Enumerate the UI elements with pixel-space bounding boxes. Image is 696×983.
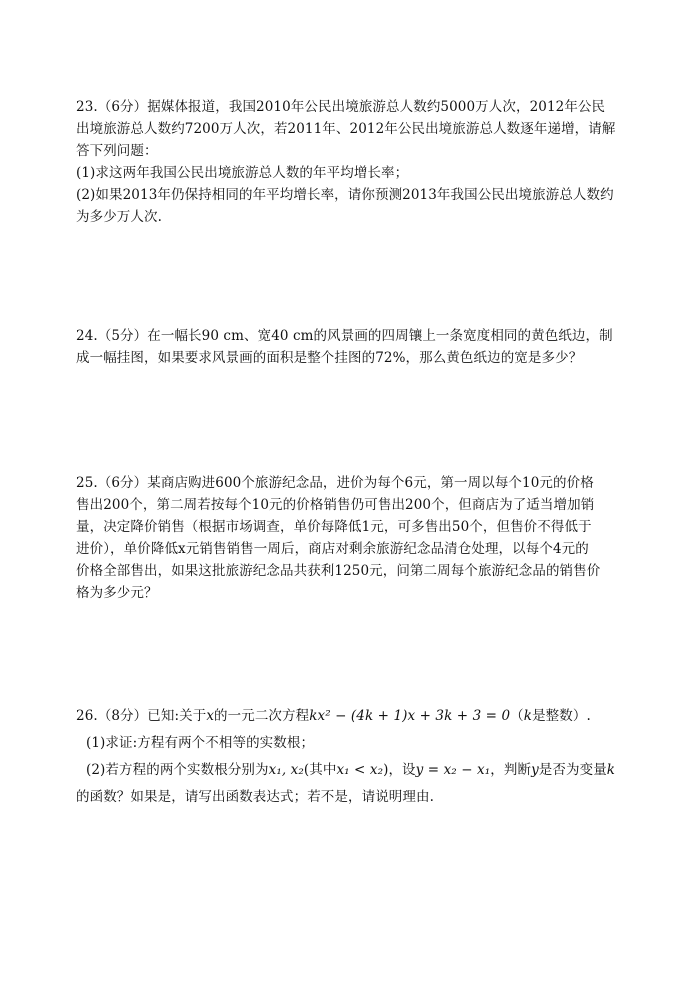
problem-26 bbox=[76, 703, 624, 811]
problem-23-question-2-cont: 为多少万人次. bbox=[76, 209, 162, 225]
problem-25-line-1: 25.（6分）某商店购进600个旅游纪念品，进价为每个6元，第一周以每个10元的价格 bbox=[76, 475, 594, 491]
problem-23-line-3: 答下列问题： bbox=[76, 143, 158, 159]
problem-26-question-2 bbox=[76, 757, 624, 784]
problem-24 bbox=[76, 325, 624, 369]
problem-25 bbox=[76, 472, 624, 604]
problem-24-line-1: 24.（5分）在一幅长90 cm、宽40 cm的风景画的四周镶上一条宽度相同的黄色纸边，制 bbox=[76, 328, 613, 344]
problem-26-header-text-c: （ bbox=[510, 708, 524, 724]
problem-24-line-2: 成一幅挂图，如果要求风景画的面积是整个挂图的72%，那么黄色纸边的宽是多少？ bbox=[76, 350, 583, 366]
quadratic-equation: kx² − (4k + 1)x + 3k + 3 = 0 bbox=[309, 708, 511, 724]
problem-23 bbox=[76, 96, 624, 228]
problem-26-q2-text-d: ，判断 bbox=[490, 762, 532, 778]
problem-26-header-text-b: 的一元二次方程 bbox=[214, 708, 310, 724]
variable-k-2: k bbox=[606, 762, 616, 778]
problem-23-line-2: 出境旅游总人数约7200万人次，若2011年、2012年公民出境旅游总人数逐年递增，请解 bbox=[76, 121, 616, 137]
problem-25-line-6: 格为多少元？ bbox=[76, 585, 158, 601]
roots-expression: x₁, x₂ bbox=[268, 762, 304, 778]
problem-25-line-5: 价格全部售出，如果这批旅游纪念品共获利1250元，问第二周每个旅游纪念品的销售价 bbox=[76, 563, 601, 579]
problem-26-header bbox=[76, 703, 624, 730]
problem-26-question-1: (1)求证:方程有两个不相等的实数根； bbox=[86, 735, 315, 751]
problem-26-header-text-d: 是整数）. bbox=[532, 708, 591, 724]
problem-26-question-2-cont: 的函数？如果是，请写出函数表达式；若不是，请说明理由. bbox=[76, 789, 434, 805]
problem-26-q2-text-c: )，设 bbox=[383, 762, 416, 778]
problem-25-line-2: 售出200个，第二周若按每个10元的价格销售仍可售出200个，但商店为了适当增加销 bbox=[76, 497, 595, 513]
problem-26-q2-text-b: (其中 bbox=[303, 762, 337, 778]
problem-25-line-3: 量，决定降价销售（根据市场调查，单价每降低1元，可多售出50个，但售价不得低于 bbox=[76, 519, 592, 535]
problem-26-q2-text-e: 是否为变量 bbox=[538, 762, 607, 778]
variable-y: y bbox=[531, 762, 539, 778]
variable-x: x bbox=[206, 708, 215, 724]
problem-26-header-text-a: 26.（8分）已知:关于 bbox=[76, 708, 207, 724]
y-definition: y = x₂ − x₁ bbox=[415, 762, 491, 778]
problem-26-q2-text-a: (2)若方程的两个实数根分别为 bbox=[86, 762, 269, 778]
problem-23-line-1: 23.（6分）据媒体报道，我国2010年公民出境旅游总人数约5000万人次，2012年公民 bbox=[76, 99, 606, 115]
problem-23-question-2: (2)如果2013年仍保持相同的年平均增长率，请你预测2013年我国公民出境旅游总人数约 bbox=[76, 187, 614, 203]
problem-25-line-4: 进价），单价降低x元销售销售一周后，商店对剩余旅游纪念品清仓处理，以每个4元的 bbox=[76, 541, 589, 557]
variable-k: k bbox=[523, 708, 533, 724]
roots-condition: x₁ < x₂ bbox=[336, 762, 384, 778]
problem-23-question-1: (1)求这两年我国公民出境旅游总人数的年平均增长率； bbox=[76, 165, 409, 181]
